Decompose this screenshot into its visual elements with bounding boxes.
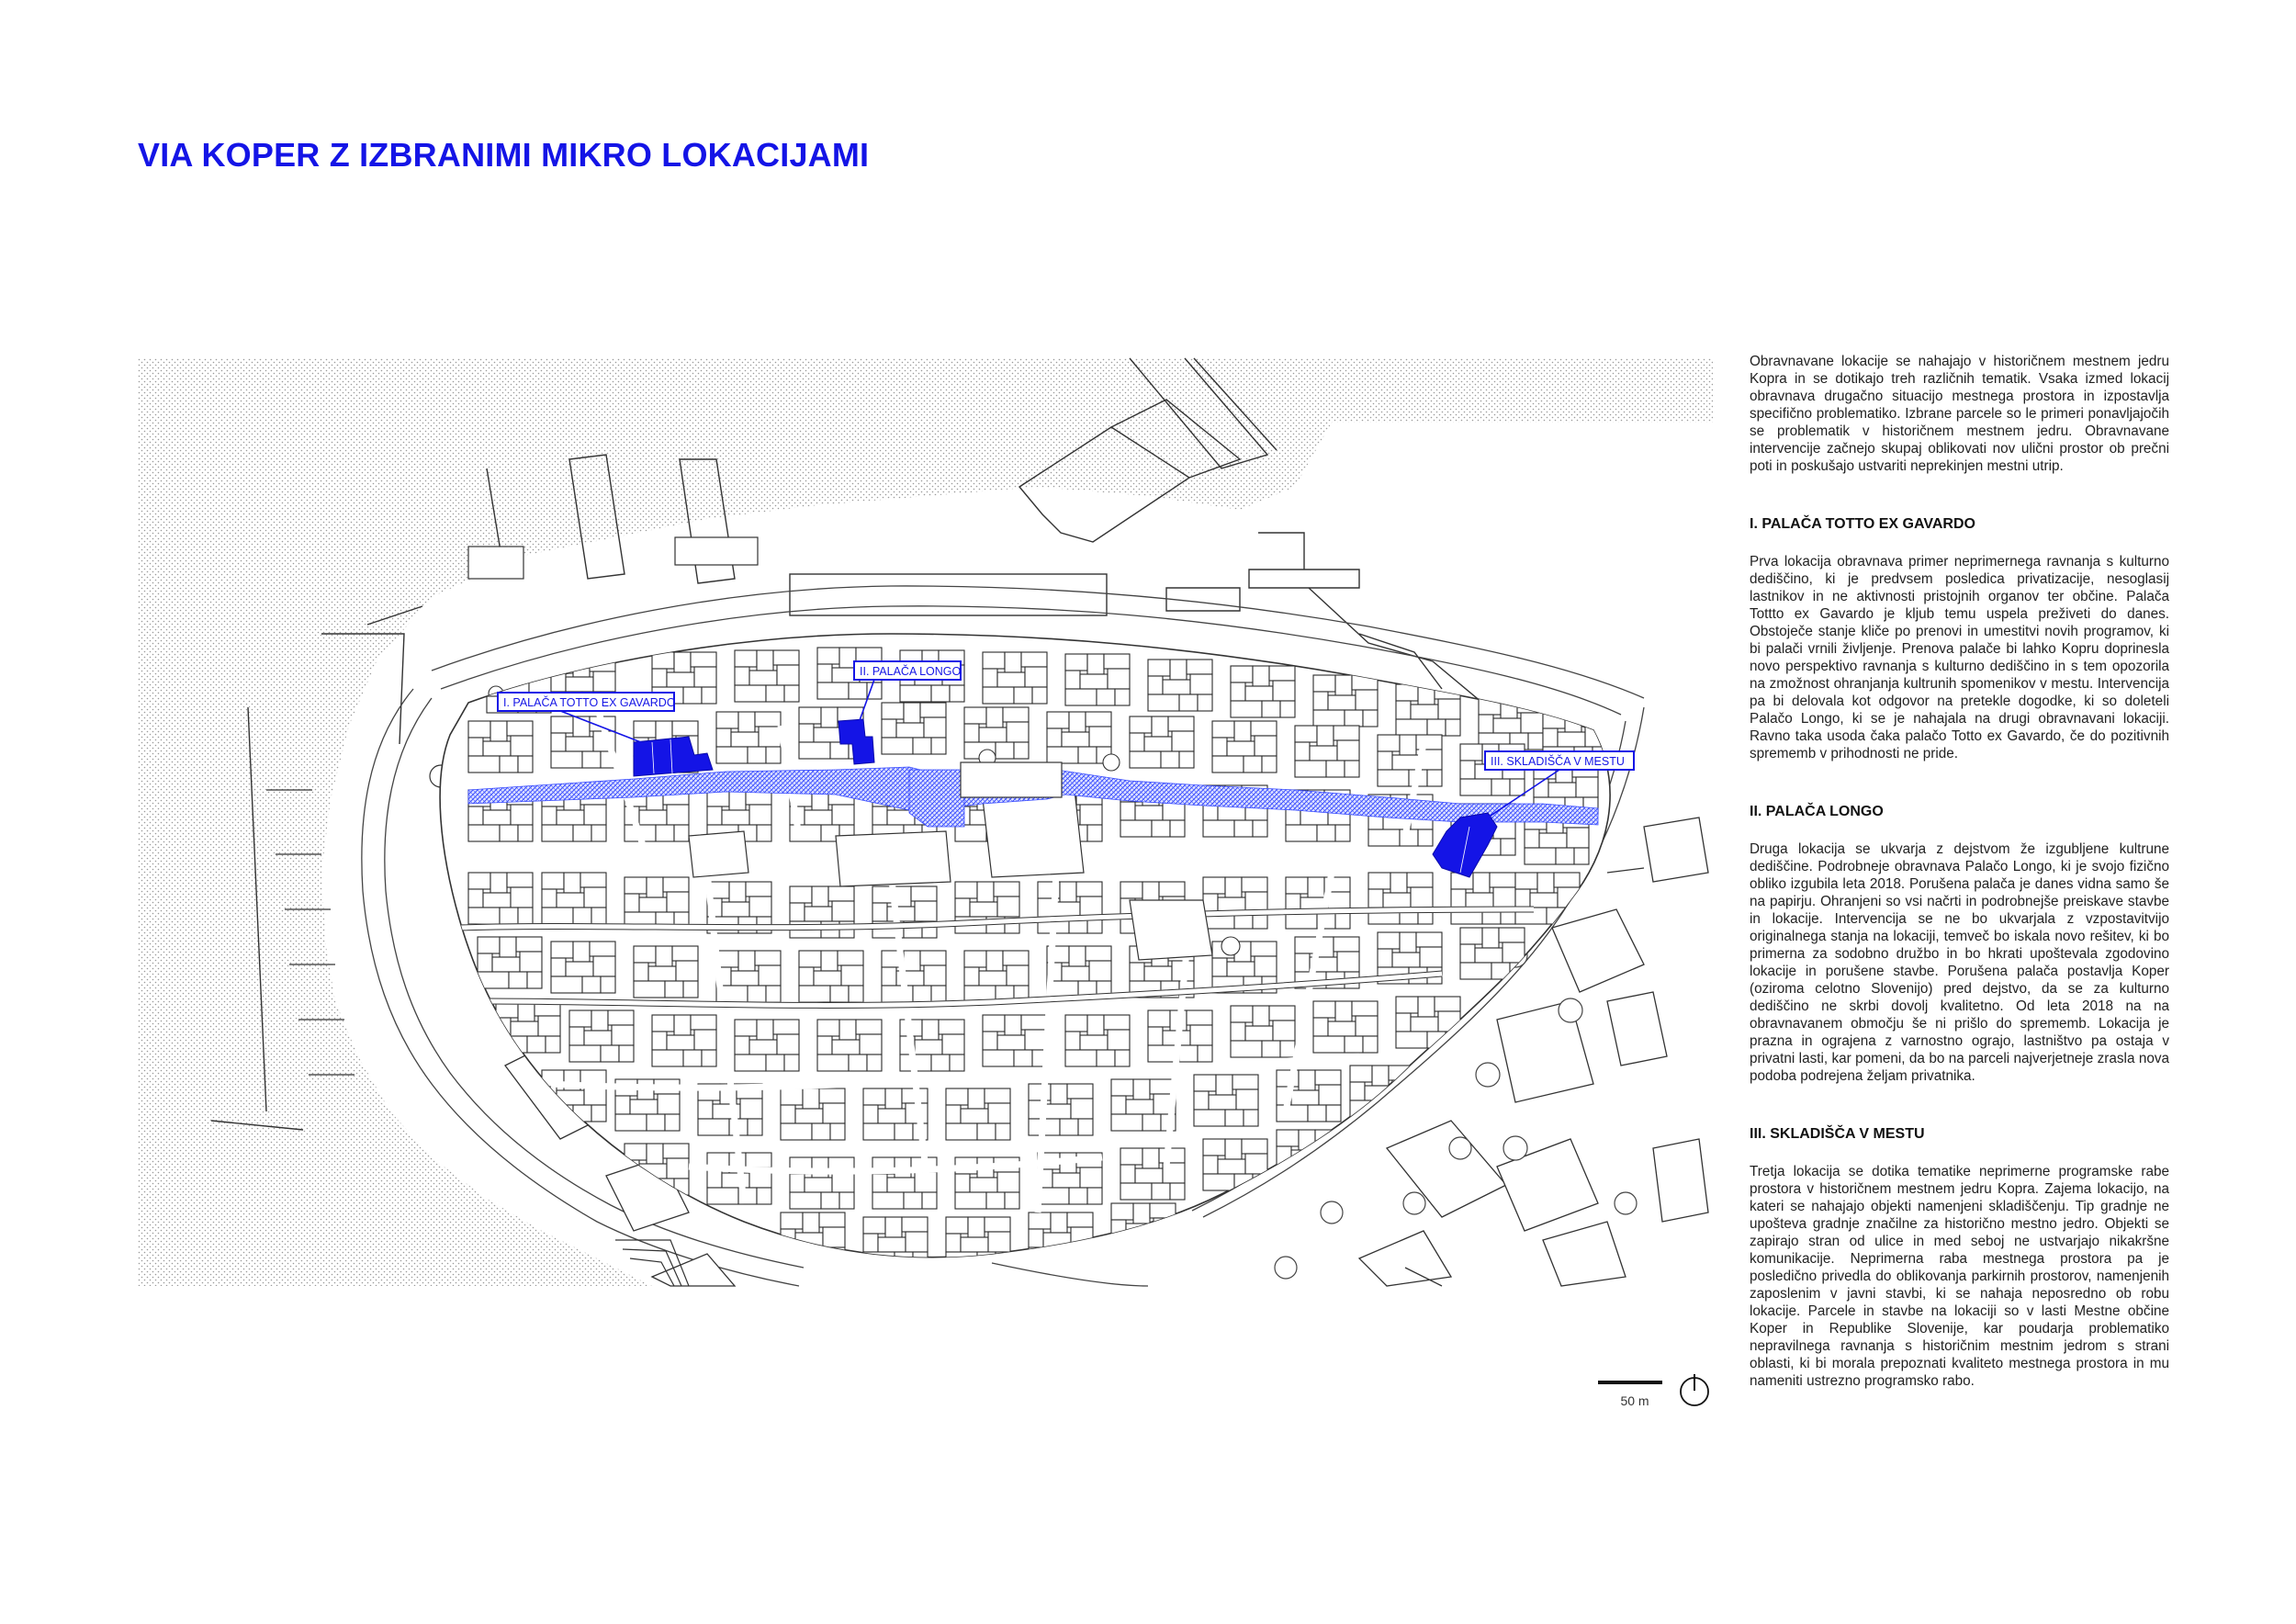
svg-text:III. SKLADIŠČA V MESTU: III. SKLADIŠČA V MESTU [1491, 755, 1625, 768]
section-text-3: Tretja lokacija se dotika tematike neprimerne programske rabe prostora v historičnem mestnem jedru Kopra. Zajema lokacijo, na kateri se nahajajo objekti namenjeni skladiščenju. Tip gradnje ne upošteva gradnje značilne za historično mestno jedro. Objekti se zapirajo stran od ulice in med seboj ne ustvarjajo nikakršne komunikacije. Neprimerna raba mestnega prostora pa je posledično privedla do oblikovanja parkirnih prostorov, namenjenih zaposlenim v javni stavbi, ki se nahaja neposredno ob robu lokacije. Parcele in stavbe na lokaciji so v lasti Mestne občine Koper in Republike Slovenije, kar poudarja problematiko nepravilnega ravnanja s historičnim mestnim jedrom s strani oblasti, ki bi morala prepoznati kvaliteto mestnega prostora in mu nameniti ustrezno programsko rabo. [1750, 1164, 2169, 1389]
scale-bar [1598, 1381, 1662, 1384]
north-arrow-icon [1681, 1374, 1708, 1405]
section-heading-3: III. SKLADIŠČA V MESTU [1750, 1126, 1925, 1142]
scale-label: 50 m [1620, 1393, 1649, 1408]
section-text-1: Prva lokacija obravnava primer neprimernega ravnanja s kulturno dediščino, ki je predvsem posledica privatizacije, nesoglasij lastnikov in ne aktivnosti pristojnih organov ter občine. Palača Tottto ex Gavardo je kljub temu uspela preživeti do danes. Obstoječe stanje kliče po prenovi in umestitvi novih programov, ki bi palači vrnili življenje. Prenova palače bi lahko Kopru doprinesla novo perspektivo ravnanja s kulturno dediščino in s tem opozorila na zmožnost ohranjanja kultrunih spomenikov v mestu. Intervencija pa bi delovala kot odgovor na pretekle dogodke, ki so doleteli Palačo Longo, ki se je nahajala na drugi obravnavani lokaciji. Ravno taka usoda čaka palačo Totto ex Gavardo, če do pozitivnih sprememb v prihodnosti ne pride. [1750, 554, 2169, 761]
section-text-2: Druga lokacija se ukvarja z dejstvom že izgubljene kultrune dediščine. Podrobneje obravnava Palačo Longo, ki je svojo fizično obliko izgubila leta 2018. Porušena palača je danes vidna samo še na papirju. Ohranjeni so vsi načrti in podrobnejše preiskave stavbe in lokacije. Intervencija se ne bo ukvarjala z vzpostavitvijo originalnega stanja na lokaciji, temveč bo iskala novo rešitev, ki bo primerna za sodobno družbo in bo hkrati upoštevala zgodovino lokacije in porušene stavbe. Porušena palača postavlja Koper (oziroma celotno Slovenijo) pred dejstvo, da se za kulturno dediščino ne skrbi dovolj kvalitetno. Od leta 2018 na na obravnavanem območju še ni prišlo do sprememb. Lokacija je prazna in ograjena z varnostno ograjo, lastništvo pa ostaja v privatni lasti, kar pomeni, da bo na parceli najverjetneje zrasla nova podoba podrejena željam privatnika. [1750, 841, 2169, 1084]
description-panel [1750, 353, 2169, 1390]
location-label-2 [854, 661, 962, 680]
page-title: VIA KOPER Z IZBRANIMI MIKRO LOKACIJAMI [138, 136, 870, 174]
section-heading-2: II. PALAČA LONGO [1750, 804, 1884, 819]
svg-text:I. PALAČA TOTTO EX GAVARDO: I. PALAČA TOTTO EX GAVARDO [503, 696, 676, 709]
location-label-1 [498, 693, 676, 711]
city-map [138, 358, 1713, 1408]
svg-text:II. PALAČA LONGO: II. PALAČA LONGO [860, 665, 962, 678]
intro-paragraph: Obravnavane lokacije se nahajajo v historičnem mestnem jedru Kopra in se dotikajo treh različnih tematik. Vsaka izmed lokacij obravnava drugačno situacijo mestnega prostora in izpostavlja specifično problematiko. Izbrane parcele so le primeri ponavljajočih se problematik v historičnem mestnem jedru. Obravnavane intervencije začnejo skupaj oblikovati nov ulični prostor ob prečni poti in poskušajo ustvariti neprekinjen mestni utrip. [1750, 354, 2169, 474]
section-heading-1: I. PALAČA TOTTO EX GAVARDO [1750, 516, 1975, 532]
location-label-3 [1485, 751, 1634, 770]
